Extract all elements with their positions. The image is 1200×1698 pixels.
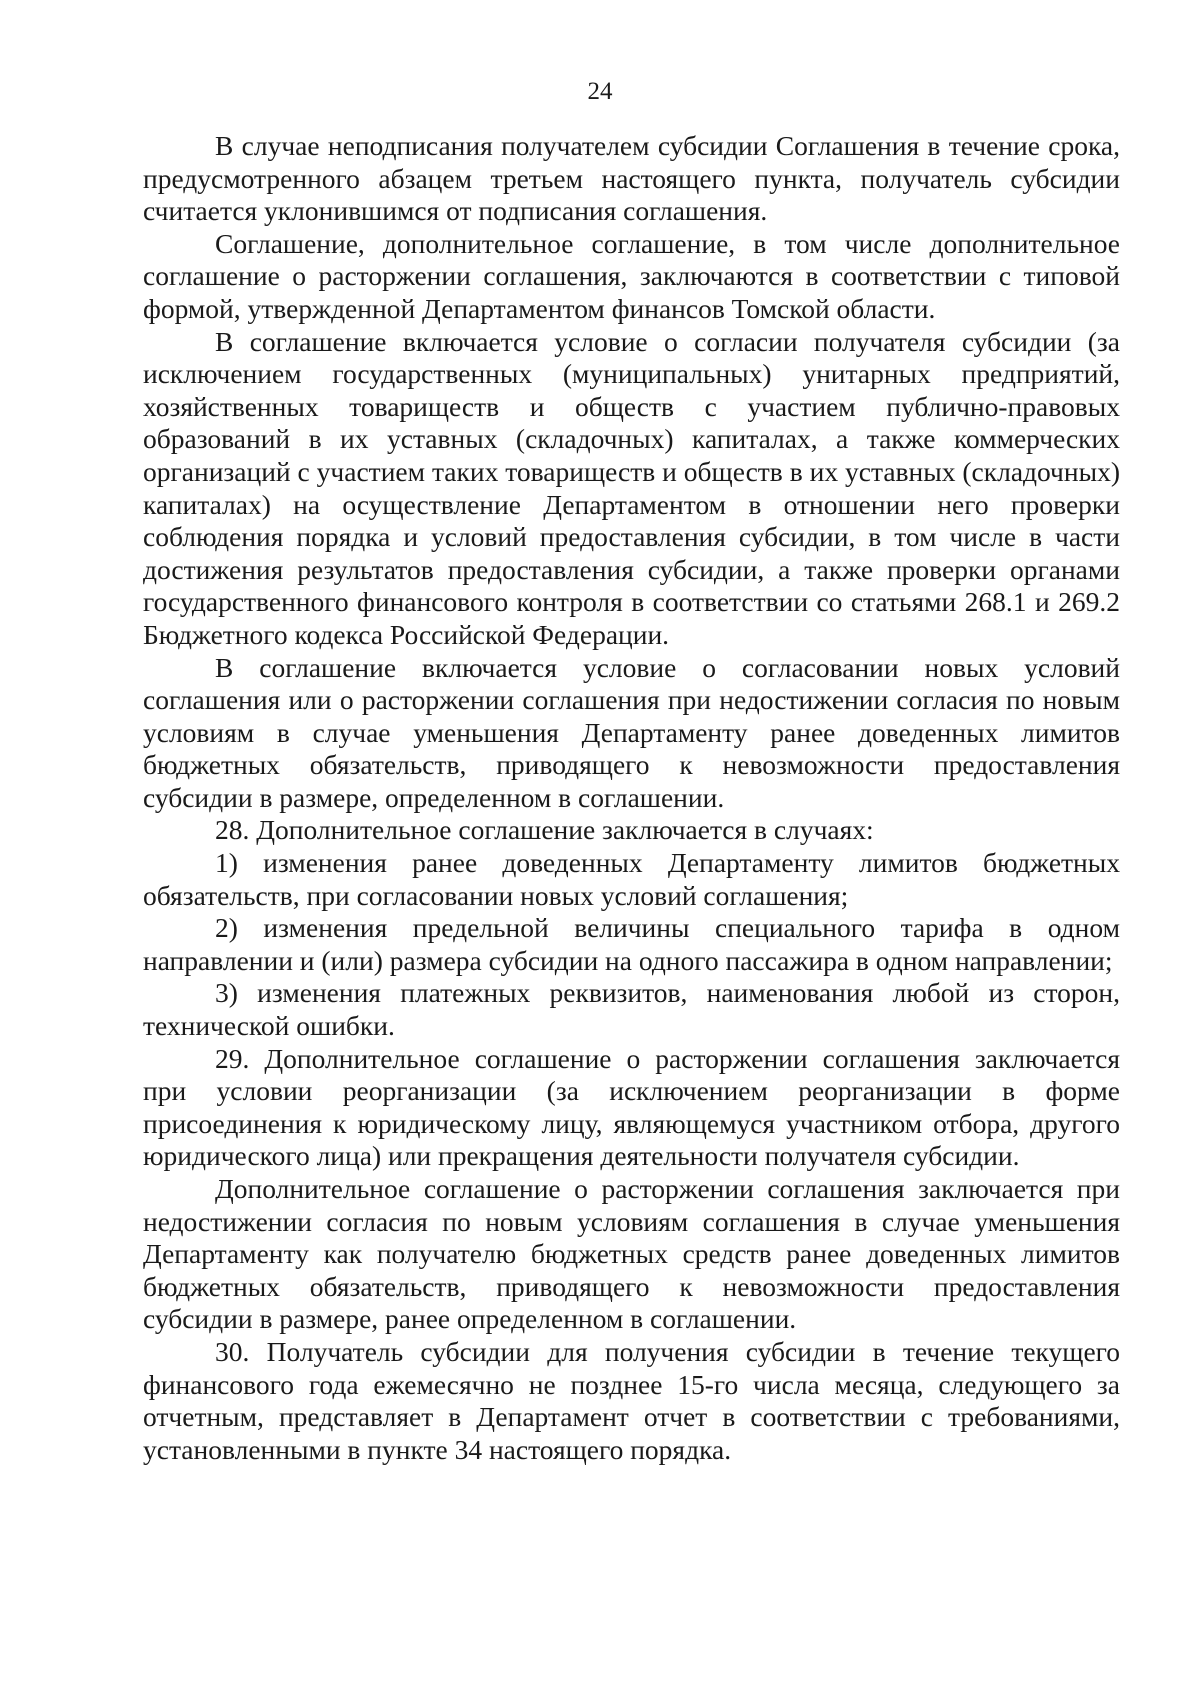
paragraph-unsigned-agreement: В случае неподписания получателем субсидии Соглашения в течение срока, предусмотренного абзацем третьем настоящего пункта, получатель субсидии считается уклонившимся от подписания соглашения. (143, 130, 1120, 227)
paragraph-item-28-2: 2) изменения предельной величины специального тарифа в одном направлении и (или) размера субсидии на одного пассажира в одном направлении; (143, 912, 1120, 976)
paragraph-item-29: 29. Дополнительное соглашение о расторжении соглашения заключается при условии реорганизации (за исключением реорганизации в форме присоединения к юридическому лицу, являющемуся участником отбора, другого юридического лица) или прекращения деятельности получателя субсидии. (143, 1042, 1120, 1172)
paragraph-consent-condition: В соглашение включается условие о согласии получателя субсидии (за исключением государственных (муниципальных) унитарных предприятий, хозяйственных товариществ и обществ с участием публично-правовых образований в их уставных (складочных) капиталах, а также коммерческих организаций с участием таких товариществ и обществ в их уставных (складочных) капиталах) на осуществление Департаментом в отношении него проверки соблюдения порядка и условий предоставления субсидии, в том числе в части достижения результатов предоставления субсидии, а также проверки органами государственного финансового контроля в соответствии со статьями 268.1 и 269.2 Бюджетного кодекса Российской Федерации. (143, 325, 1120, 650)
paragraph-termination-agreement: Дополнительное соглашение о расторжении соглашения заключается при недостижении согласия по новым условиям соглашения в случае уменьшения Департаменту как получателю бюджетных средств ранее доведенных лимитов бюджетных обязательств, приводящего к невозможности предоставления субсидии в размере, ранее определенном в соглашении. (143, 1173, 1120, 1335)
paragraph-new-conditions: В соглашение включается условие о согласовании новых условий соглашения или о расторжении соглашения при недостижении согласия по новым условиям в случае уменьшения Департаменту ранее доведенных лимитов бюджетных обязательств, приводящего к невозможности предоставления субсидии в размере, определенном в соглашении. (143, 651, 1120, 813)
document-body (143, 130, 1120, 1466)
paragraph-item-28-3: 3) изменения платежных реквизитов, наименования любой из сторон, технической ошибки. (143, 977, 1120, 1042)
paragraph-item-30: 30. Получатель субсидии для получения субсидии в течение текущего финансового года ежемесячно не позднее 15-го числа месяца, следующего за отчетным, представляет в Департамент отчет в соответствии с требованиями, установленными в пункте 34 настоящего порядка. (143, 1335, 1120, 1465)
paragraph-typical-form: Соглашение, дополнительное соглашение, в том числе дополнительное соглашение о расторжении соглашения, заключаются в соответствии с типовой формой, утвержденной Департаментом финансов Томской области. (143, 227, 1120, 324)
paragraph-item-28-1: 1) изменения ранее доведенных Департаменту лимитов бюджетных обязательств, при согласовании новых условий соглашения; (143, 847, 1120, 911)
paragraph-item-28: 28. Дополнительное соглашение заключается в случаях: (215, 814, 874, 846)
page-number: 24 (587, 78, 613, 105)
